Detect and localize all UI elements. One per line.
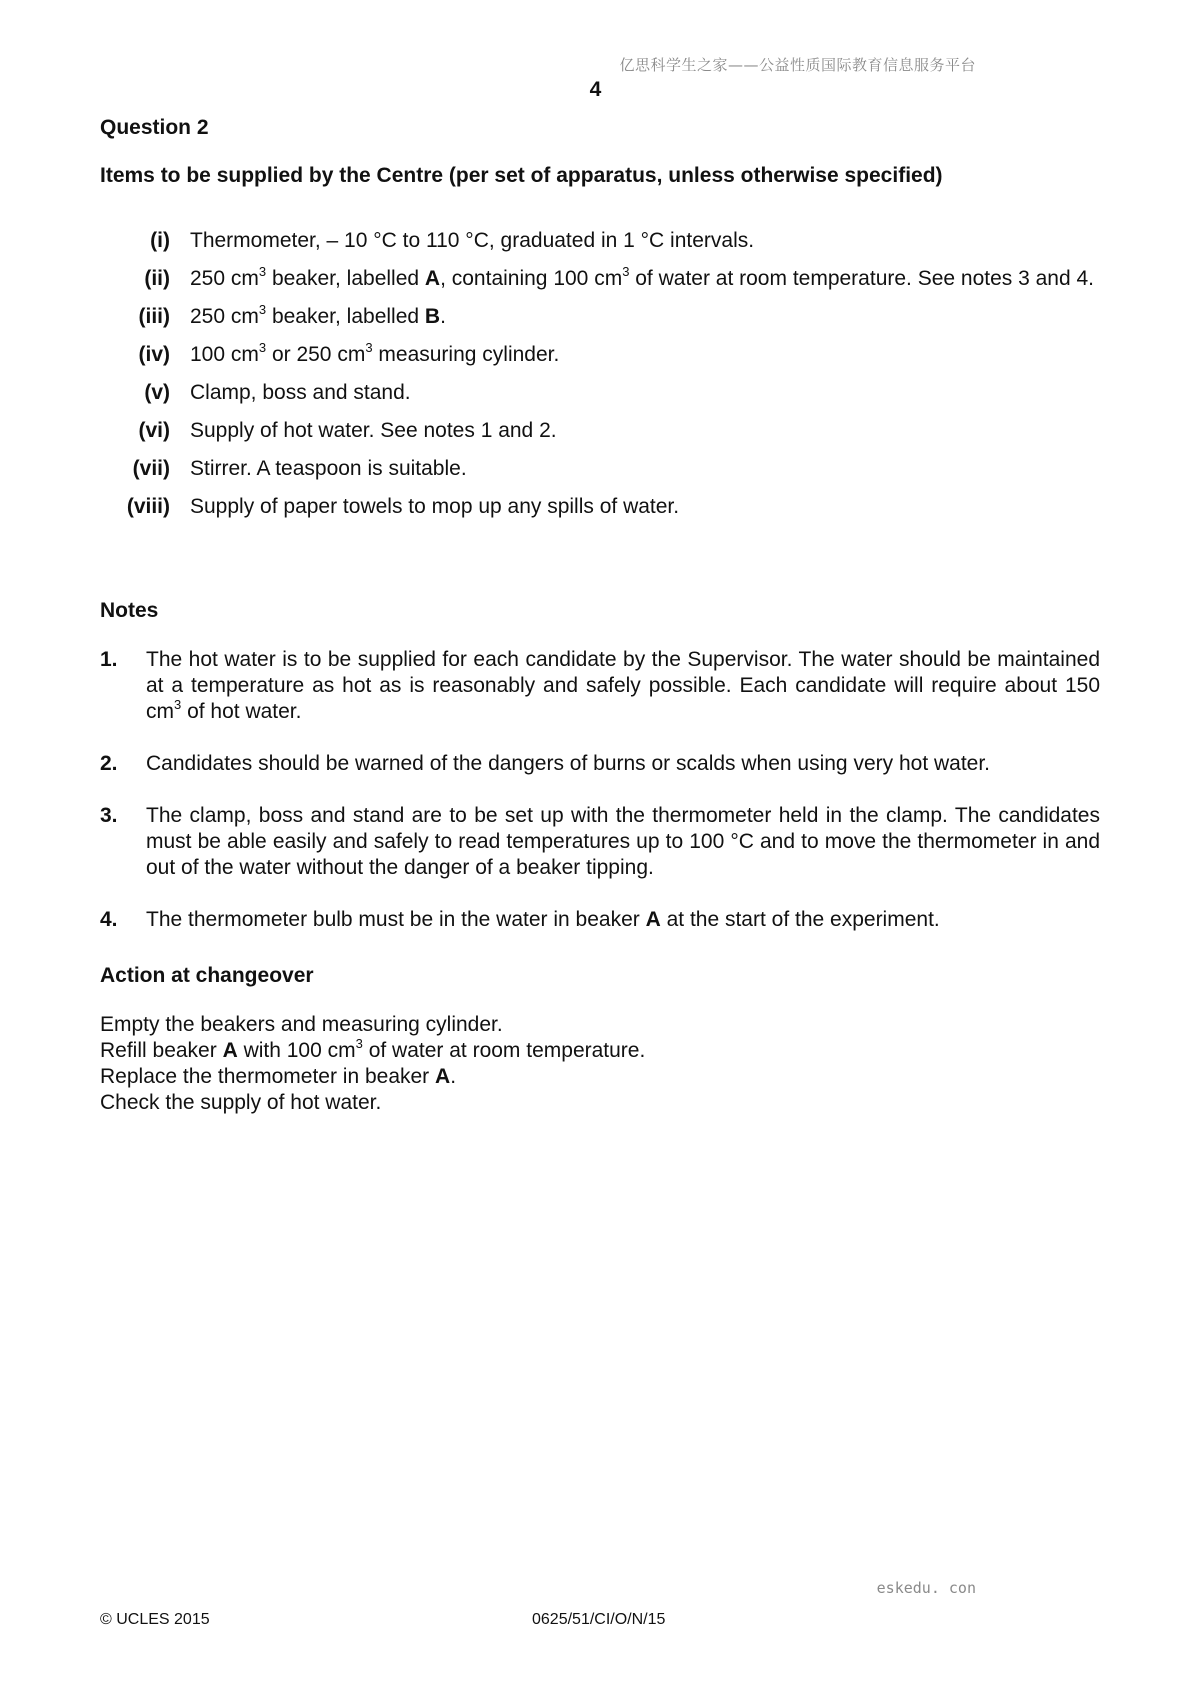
item-text: Thermometer, – 10 °C to 110 °C, graduated in 1 °C intervals. (190, 229, 755, 252)
item-number: (viii) (126, 495, 170, 518)
note-number: 4. (100, 908, 118, 931)
list-item (110, 494, 1100, 520)
changeover-line: Replace the thermometer in beaker A. (100, 1065, 457, 1088)
notes-list (100, 647, 1100, 959)
list-item (110, 228, 1100, 254)
footer-code: 0625/51/CI/O/N/15 (532, 1611, 666, 1628)
changeover-text (100, 1012, 1000, 1116)
note-text: Candidates should be warned of the dangers of burns or scalds when using very hot water. (146, 752, 991, 775)
item-number: (vii) (132, 457, 170, 480)
list-item (100, 803, 1100, 881)
items-list (110, 228, 1100, 532)
item-number: (ii) (144, 267, 170, 290)
changeover-line: Empty the beakers and measuring cylinder. (100, 1013, 503, 1036)
list-item (110, 266, 1100, 292)
list-item (100, 907, 1100, 933)
item-text: 250 $cm^3$ beaker, labelled A, containing 100 $cm^3$ of water at room temperature. See notes 3 and 4. (190, 264, 1095, 290)
list-item (110, 456, 1100, 482)
list-item (110, 380, 1100, 406)
item-text: Supply of hot water. See notes 1 and 2. (190, 419, 557, 442)
list-item (100, 751, 1100, 777)
item-number: (vi) (138, 419, 170, 442)
note-text: The thermometer bulb must be in the water in beaker A at the start of the experiment. (146, 908, 940, 931)
items-heading: Items to be supplied by the Centre (per set of apparatus, unless otherwise specified) (100, 164, 943, 187)
item-text: 250 $cm^3$ beaker, labelled B. (190, 302, 446, 328)
watermark-bottom: eskedu. con (876, 1579, 976, 1597)
question-title: Question 2 (100, 116, 209, 139)
note-text: The hot water is to be supplied for each candidate by the Supervisor. The water should be maintained at a temperature as hot as is reasonably and safely possible. Each candidate will require about 150 $cm^3$ of hot water. (146, 648, 1100, 723)
item-number: (iii) (138, 305, 170, 328)
note-number: 2. (100, 752, 118, 775)
watermark-top: 亿思科学生之家——公益性质国际教育信息服务平台 (619, 56, 976, 74)
item-text: Clamp, boss and stand. (190, 381, 411, 404)
item-number: (iv) (138, 343, 170, 366)
footer-copyright: © UCLES 2015 (100, 1611, 210, 1628)
list-item (110, 304, 1100, 330)
changeover-heading: Action at changeover (100, 964, 314, 987)
item-number: (v) (144, 381, 170, 404)
list-item (110, 418, 1100, 444)
list-item (100, 647, 1100, 725)
note-text: The clamp, boss and stand are to be set up with the thermometer held in the clamp. The candidates must be able easily and safely to read temperatures up to 100 °C and to move the thermometer in and out of the water without the danger of a beaker tipping. (146, 804, 1100, 879)
item-text: Stirrer. A teaspoon is suitable. (190, 457, 467, 480)
list-item (110, 342, 1100, 368)
note-number: 3. (100, 804, 118, 827)
changeover-line: Refill beaker A with 100 $cm^3$ of water at room temperature. (100, 1036, 646, 1062)
changeover-line: Check the supply of hot water. (100, 1091, 382, 1114)
item-text: Supply of paper towels to mop up any spills of water. (190, 495, 680, 518)
item-number: (i) (150, 229, 170, 252)
page-number: 4 (589, 78, 602, 101)
item-text: 100 $cm^3$ or 250 $cm^3$ measuring cylinder. (190, 340, 560, 366)
note-number: 1. (100, 648, 118, 671)
notes-heading: Notes (100, 599, 159, 622)
